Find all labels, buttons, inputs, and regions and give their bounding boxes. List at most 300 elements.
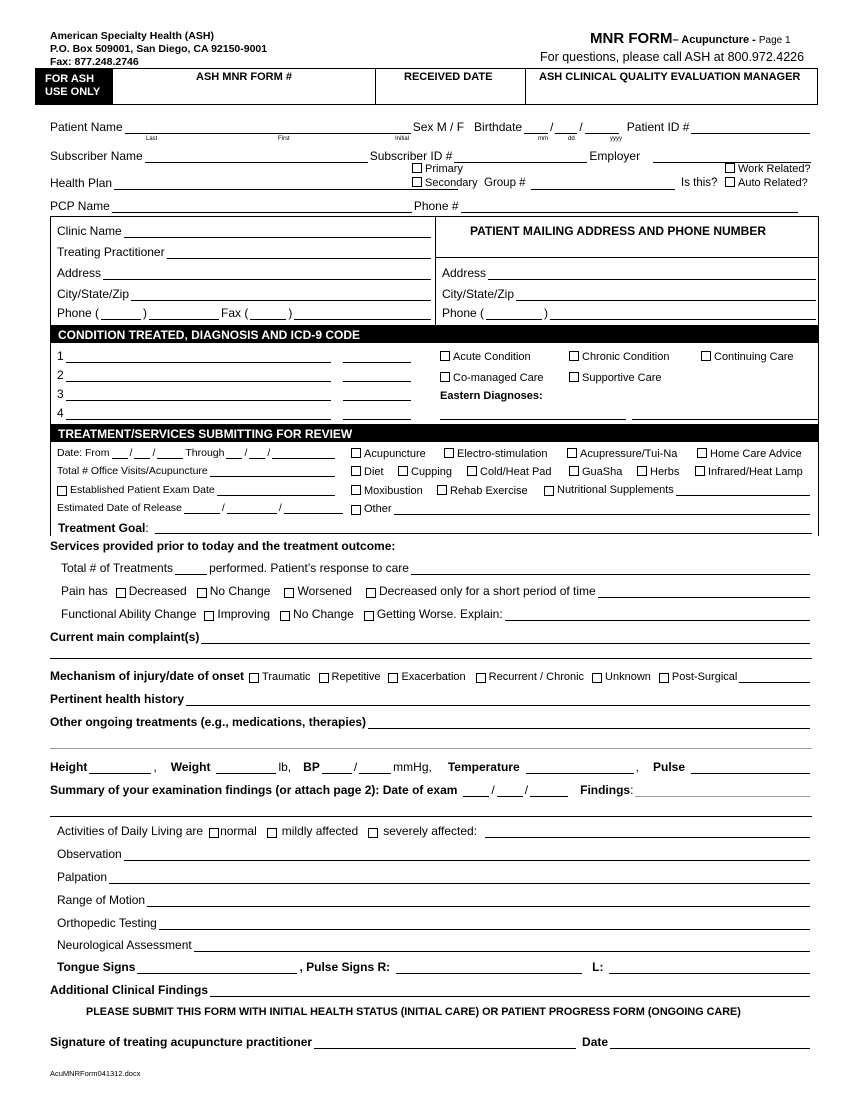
neuro-row xyxy=(57,938,812,952)
neuro-label: Neurological Assessment xyxy=(57,938,192,952)
pulse-left-field[interactable] xyxy=(609,962,810,974)
clinic-phone-area-field[interactable] xyxy=(101,308,141,320)
acupressure-label: Acupressure/Tui-Na xyxy=(580,448,678,460)
from-yy-field[interactable] xyxy=(157,447,183,459)
height-comma: , xyxy=(153,760,157,774)
primary-checkbox[interactable] xyxy=(412,163,422,173)
ortho-label: Orthopedic Testing xyxy=(57,916,157,930)
ash-divider-2 xyxy=(525,68,526,105)
complaint-label: Current main complaint(s) xyxy=(50,630,200,644)
birth-slash-1: / xyxy=(550,120,554,134)
treating-practitioner-field[interactable] xyxy=(167,247,431,259)
form-subtitle: – Acupuncture - xyxy=(672,34,759,46)
work-related-label: Work Related? xyxy=(738,163,811,175)
birth-mm-field[interactable] xyxy=(524,122,548,134)
icd-field-4[interactable] xyxy=(343,408,411,420)
guasha-label: GuaSha xyxy=(582,466,623,478)
cupping-label: Cupping xyxy=(411,466,452,478)
tongue-label: Tongue Signs xyxy=(57,960,136,974)
diagnosis-field-4[interactable] xyxy=(66,408,331,420)
signature-field[interactable] xyxy=(314,1037,576,1049)
clinic-phone-label: Phone ( xyxy=(57,306,100,320)
home-care-checkbox[interactable] xyxy=(697,448,707,458)
additional-field[interactable] xyxy=(210,985,810,997)
clinic-fax-close: ) xyxy=(288,306,293,320)
birth-slash-2: / xyxy=(579,120,583,134)
pulse-signs-label: , Pulse Signs R: xyxy=(299,960,391,974)
bp-systolic-field[interactable] xyxy=(322,762,352,774)
infrared-label: Infrared/Heat Lamp xyxy=(708,466,803,478)
pcp-name-label: PCP Name xyxy=(50,199,110,213)
home-care-label: Home Care Advice xyxy=(710,448,802,460)
ongoing-field-2[interactable] xyxy=(50,748,812,749)
tongue-pulse-row xyxy=(57,960,812,974)
subscriber-id-field[interactable] xyxy=(454,151,587,163)
established-checkbox[interactable] xyxy=(57,486,67,496)
treating-practitioner-row xyxy=(57,245,433,259)
mailing-city-label: City/State/Zip xyxy=(442,287,515,301)
acute-checkbox[interactable] xyxy=(440,351,450,361)
established-label: Established Patient Exam Date xyxy=(70,484,215,496)
clinic-name-field[interactable] xyxy=(124,226,431,238)
comanaged-option[interactable] xyxy=(440,372,544,384)
patient-id-field[interactable] xyxy=(691,122,810,134)
pain-short-checkbox[interactable] xyxy=(366,588,376,598)
bp-diastolic-field[interactable] xyxy=(359,762,391,774)
mailing-address-label: Address xyxy=(442,266,487,280)
sex-label: Sex M / F xyxy=(412,120,465,134)
ongoing-row xyxy=(50,715,812,729)
mailing-phone-area-field[interactable] xyxy=(486,308,542,320)
post-surgical-checkbox[interactable] xyxy=(659,673,669,683)
clinic-divider xyxy=(435,216,436,325)
thru-mm-field[interactable] xyxy=(226,447,242,459)
findings-label: Findings xyxy=(580,783,631,797)
rom-label: Range of Motion xyxy=(57,893,146,907)
rehab-checkbox[interactable] xyxy=(437,485,447,495)
clinic-name-row xyxy=(57,224,433,238)
moxibustion-option[interactable] xyxy=(351,485,423,497)
temperature-comma: , xyxy=(635,760,639,774)
acupuncture-checkbox[interactable] xyxy=(351,448,361,458)
clinic-name-label: Clinic Name xyxy=(57,224,122,238)
first-sub-label: First xyxy=(278,136,290,142)
acupuncture-label: Acupuncture xyxy=(364,448,426,460)
neuro-field[interactable] xyxy=(194,940,810,952)
clinic-fax-field[interactable] xyxy=(294,308,431,320)
est-release-row: Estimated Date of Release / / xyxy=(57,502,345,514)
mailing-city-row xyxy=(442,287,818,301)
secondary-checkbox[interactable] xyxy=(412,177,422,187)
mailing-phone-field[interactable] xyxy=(550,308,816,320)
nutritional-label: Nutritional Supplements xyxy=(557,484,674,496)
exacerbation-label: Exacerbation xyxy=(401,671,466,683)
subscriber-row xyxy=(50,149,655,163)
continuing-option[interactable] xyxy=(701,351,794,363)
vitals-row xyxy=(50,760,812,774)
infrared-checkbox[interactable] xyxy=(695,466,705,476)
release-dd-field[interactable] xyxy=(227,502,277,514)
diagnosis-row-4 xyxy=(57,406,413,420)
org-name: American Specialty Health (ASH) xyxy=(50,30,214,42)
chronic-label: Chronic Condition xyxy=(582,351,670,363)
bp-label: BP xyxy=(303,760,320,774)
form-title-block xyxy=(590,30,791,47)
complaint-field-2[interactable] xyxy=(50,658,812,659)
mailing-title: PATIENT MAILING ADDRESS AND PHONE NUMBER xyxy=(470,224,767,238)
cupping-checkbox[interactable] xyxy=(398,466,408,476)
cupping-option[interactable] xyxy=(398,466,452,478)
eastern-field-1[interactable] xyxy=(440,419,626,420)
acupuncture-option[interactable] xyxy=(351,448,426,460)
post-surgical-label: Post-Surgical xyxy=(671,671,738,683)
mailing-phone-label: Phone ( xyxy=(442,306,485,320)
date-from-label: Date: From xyxy=(57,447,110,459)
questions-line: For questions, please call ASH at 800.972.4226 xyxy=(540,50,805,64)
patient-name-row xyxy=(50,120,812,134)
pain-short-field[interactable] xyxy=(598,586,810,598)
mmhg-label: mmHg, xyxy=(393,760,432,774)
diagnosis-row-2 xyxy=(57,368,413,382)
total-visits-row xyxy=(57,465,337,477)
pcp-phone-field[interactable] xyxy=(461,201,798,213)
comanaged-checkbox[interactable] xyxy=(440,372,450,382)
other-field[interactable] xyxy=(394,503,810,515)
eastern-field-2[interactable] xyxy=(632,419,818,420)
diagnosis-row-3 xyxy=(57,387,413,401)
from-mm-field[interactable] xyxy=(112,447,128,459)
herbs-checkbox[interactable] xyxy=(637,466,647,476)
org-address: P.O. Box 509001, San Diego, CA 92150-9001 xyxy=(50,43,268,55)
signature-date-field[interactable] xyxy=(610,1037,810,1049)
performed-label: performed. Patient’s response to care xyxy=(209,561,409,575)
signature-row xyxy=(50,1035,812,1049)
treatment-goal-colon: : xyxy=(145,521,149,535)
exam-slash-2: / xyxy=(524,783,529,797)
explain-field[interactable] xyxy=(505,609,810,621)
getting-worse-label: Getting Worse. Explain: xyxy=(376,607,503,621)
moxibustion-checkbox[interactable] xyxy=(351,485,361,495)
improving-checkbox[interactable] xyxy=(204,611,214,621)
pain-no-change-label: No Change xyxy=(209,584,271,598)
employer-label: Employer xyxy=(589,149,641,163)
supportive-checkbox[interactable] xyxy=(569,372,579,382)
ash-use-only-1: FOR ASH xyxy=(45,73,95,85)
from-dd-field[interactable] xyxy=(134,447,150,459)
pulse-field[interactable] xyxy=(691,762,810,774)
pain-short-label: Decreased only for a short period of time xyxy=(378,584,596,598)
continuing-checkbox[interactable] xyxy=(701,351,711,361)
work-related-option[interactable] xyxy=(725,163,811,175)
ash-received-date: RECEIVED DATE xyxy=(404,71,493,83)
ash-quality-manager: ASH CLINICAL QUALITY EVALUATION MANAGER xyxy=(539,71,801,83)
diagnosis-number-3: 3 xyxy=(57,387,64,401)
ortho-field[interactable] xyxy=(159,918,810,930)
group-field[interactable] xyxy=(531,189,675,190)
electro-option[interactable] xyxy=(444,448,547,460)
chronic-option[interactable] xyxy=(569,351,669,363)
thru-yy-field[interactable] xyxy=(272,447,335,459)
clinic-address-label: Address xyxy=(57,266,102,280)
treatment-goal-field[interactable] xyxy=(155,533,812,534)
home-care-option[interactable] xyxy=(697,448,802,460)
pertinent-row xyxy=(50,692,812,706)
icd-field-3[interactable] xyxy=(343,389,411,401)
findings-field[interactable] xyxy=(635,785,810,797)
coldheat-checkbox[interactable] xyxy=(467,466,477,476)
initial-sub-label: Initial xyxy=(395,136,410,142)
total-treatments-row xyxy=(61,561,812,575)
treatment-bar: TREATMENT/SERVICES SUBMITTING FOR REVIEW xyxy=(50,424,819,442)
pain-worsened-checkbox[interactable] xyxy=(284,588,294,598)
clinic-city-label: City/State/Zip xyxy=(57,287,130,301)
diagnosis-field-3[interactable] xyxy=(66,389,331,401)
acute-option[interactable] xyxy=(440,351,531,363)
exam-dd-field[interactable] xyxy=(497,785,523,797)
complaint-field[interactable] xyxy=(201,632,810,644)
pertinent-field[interactable] xyxy=(186,694,810,706)
summary-label: Summary of your examination findings (or attach page 2): Date of exam xyxy=(50,783,458,797)
clinic-fax-area-field[interactable] xyxy=(250,308,286,320)
repetitive-checkbox[interactable] xyxy=(319,673,329,683)
coldheat-option[interactable] xyxy=(467,466,552,478)
auto-related-label: Auto Related? xyxy=(738,177,808,189)
clinic-address-field[interactable] xyxy=(103,268,431,280)
exam-slash-1: / xyxy=(491,783,495,797)
chronic-checkbox[interactable] xyxy=(569,351,579,361)
traumatic-label: Traumatic xyxy=(262,671,311,683)
infrared-option[interactable] xyxy=(695,466,803,478)
adl-mild-checkbox[interactable] xyxy=(267,828,277,838)
nutritional-checkbox[interactable] xyxy=(544,486,554,496)
patient-id-label: Patient ID # xyxy=(626,120,690,134)
treatment-goal xyxy=(58,521,149,535)
bp-slash: / xyxy=(353,760,358,774)
electro-checkbox[interactable] xyxy=(444,448,454,458)
patient-name-label: Patient Name xyxy=(50,120,123,134)
primary-option[interactable] xyxy=(412,163,463,175)
treatment-goal-label: Treatment Goal xyxy=(58,521,146,535)
ash-use-only-2: USE ONLY xyxy=(45,86,101,98)
diagnosis-field-1[interactable] xyxy=(66,351,331,363)
diagnosis-number-2: 2 xyxy=(57,368,64,382)
onset-date-field[interactable] xyxy=(739,671,810,683)
guasha-checkbox[interactable] xyxy=(569,466,579,476)
guasha-option[interactable] xyxy=(569,466,622,478)
func-no-change-label: No Change xyxy=(293,607,354,621)
adl-mild-label: mildly affected xyxy=(281,824,359,838)
acupressure-option[interactable] xyxy=(567,448,677,460)
subscriber-name-field[interactable] xyxy=(145,151,368,163)
prior-services-title: Services provided prior to today and the treatment outcome: xyxy=(50,539,396,553)
primary-label: Primary xyxy=(425,163,463,175)
recurrent-label: Recurrent / Chronic xyxy=(488,671,585,683)
treatment-date-row: Date: From / / Through / / xyxy=(57,447,337,459)
total-treatments-field[interactable] xyxy=(175,563,207,575)
clinic-phone-field[interactable] xyxy=(149,308,219,320)
mm-sub-label: mm xyxy=(538,136,548,142)
other-label: Other xyxy=(364,503,392,515)
diagnosis-field-2[interactable] xyxy=(66,370,331,382)
herbs-label: Herbs xyxy=(650,466,680,478)
palpation-field[interactable] xyxy=(109,872,810,884)
height-field[interactable] xyxy=(89,762,151,774)
coldheat-label: Cold/Heat Pad xyxy=(480,466,552,478)
work-related-checkbox[interactable] xyxy=(725,163,735,173)
adl-severe-checkbox[interactable] xyxy=(368,828,378,838)
subscriber-name-label: Subscriber Name xyxy=(50,149,143,163)
other-checkbox[interactable] xyxy=(351,505,361,515)
health-plan-label: Health Plan xyxy=(50,176,113,190)
supportive-label: Supportive Care xyxy=(582,372,662,384)
pulse-label: Pulse xyxy=(653,760,686,774)
pulse-left-label: L: xyxy=(592,960,604,974)
pain-has-label: Pain has xyxy=(61,584,108,598)
adl-row xyxy=(57,824,812,838)
health-plan-row xyxy=(50,176,460,190)
mechanism-row xyxy=(50,669,812,683)
traumatic-checkbox[interactable] xyxy=(249,673,259,683)
clinic-city-field[interactable] xyxy=(131,289,431,301)
exam-yy-field[interactable] xyxy=(530,785,568,797)
supportive-option[interactable] xyxy=(569,372,662,384)
group-label: Group # xyxy=(484,177,526,189)
ortho-row xyxy=(57,916,812,930)
nutritional-row xyxy=(544,484,812,496)
functional-row xyxy=(61,607,812,621)
clinic-phone-row xyxy=(57,306,433,320)
comanaged-label: Co-managed Care xyxy=(453,372,544,384)
ash-mnr-form-no: ASH MNR FORM # xyxy=(196,71,292,83)
diet-label: Diet xyxy=(364,466,384,478)
summary-row: Summary of your examination findings (or attach page 2): Date of exam / / Findings : xyxy=(50,783,812,797)
signature-date-label: Date xyxy=(582,1035,609,1049)
diagnosis-number-4: 4 xyxy=(57,406,64,420)
rehab-label: Rehab Exercise xyxy=(450,485,528,497)
last-sub-label: Last xyxy=(146,136,158,142)
adl-normal-label: normal xyxy=(220,824,257,838)
mailing-phone-close: ) xyxy=(544,306,549,320)
eastern-diagnoses-label: Eastern Diagnoses: xyxy=(440,390,543,402)
ash-divider-1 xyxy=(375,68,376,105)
diet-option[interactable] xyxy=(351,466,384,478)
diet-checkbox[interactable] xyxy=(351,466,361,476)
exacerbation-checkbox[interactable] xyxy=(388,673,398,683)
secondary-option[interactable] xyxy=(412,177,478,189)
release-yy-field[interactable] xyxy=(284,502,343,514)
ongoing-label: Other ongoing treatments (e.g., medications, therapies) xyxy=(50,715,367,729)
clinic-city-row xyxy=(57,287,433,301)
health-plan-field[interactable] xyxy=(114,178,458,190)
icd-field-1[interactable] xyxy=(343,351,411,363)
page-label: Page 1 xyxy=(758,35,791,46)
palpation-row xyxy=(57,870,812,884)
recurrent-checkbox[interactable] xyxy=(476,673,486,683)
mailing-city-field[interactable] xyxy=(516,289,816,301)
unknown-checkbox[interactable] xyxy=(592,673,602,683)
established-row xyxy=(57,484,337,496)
pain-no-change-checkbox[interactable] xyxy=(197,588,207,598)
rehab-option[interactable] xyxy=(437,485,528,497)
pain-row xyxy=(61,584,812,598)
moxibustion-label: Moxibustion xyxy=(364,485,423,497)
improving-label: Improving xyxy=(217,607,271,621)
auto-related-option[interactable] xyxy=(725,177,808,189)
diagnosis-number-1: 1 xyxy=(57,349,64,363)
herbs-option[interactable] xyxy=(637,466,679,478)
electro-label: Electro-stimulation xyxy=(457,448,548,460)
release-mm-field[interactable] xyxy=(184,502,220,514)
total-visits-field[interactable] xyxy=(210,465,335,477)
thru-dd-field[interactable] xyxy=(249,447,265,459)
func-no-change-checkbox[interactable] xyxy=(280,611,290,621)
auto-related-checkbox[interactable] xyxy=(725,177,735,187)
pain-decreased-checkbox[interactable] xyxy=(116,588,126,598)
mailing-blank-line[interactable] xyxy=(436,257,818,258)
additional-row xyxy=(50,983,812,997)
icd-field-2[interactable] xyxy=(343,370,411,382)
form-title: MNR FORM xyxy=(590,30,673,47)
weight-field[interactable] xyxy=(216,762,276,774)
mechanism-label: Mechanism of injury/date of onset xyxy=(50,669,245,683)
observation-field[interactable] xyxy=(124,849,810,861)
height-label: Height xyxy=(50,760,88,774)
exam-mm-field[interactable] xyxy=(463,785,489,797)
adl-normal-checkbox[interactable] xyxy=(209,828,219,838)
is-this-label: Is this? xyxy=(681,177,718,189)
yyyy-sub-label: yyyy xyxy=(610,136,622,142)
observation-label: Observation xyxy=(57,847,122,861)
subscriber-id-label: Subscriber ID # xyxy=(369,149,453,163)
lb-label: lb, xyxy=(278,760,292,774)
adl-severe-label: severely affected: xyxy=(383,824,478,838)
findings-field-2[interactable] xyxy=(50,816,812,817)
diagnosis-row-1 xyxy=(57,349,413,363)
clinic-fax-label: Fax ( xyxy=(221,306,249,320)
adl-label: Activities of Daily Living are xyxy=(57,824,204,838)
submit-note: PLEASE SUBMIT THIS FORM WITH INITIAL HEALTH STATUS (INITIAL CARE) OR PATIENT PROGRESS FORM (ONGOING CARE) xyxy=(86,1006,741,1018)
patient-name-field[interactable] xyxy=(125,122,411,134)
rom-field[interactable] xyxy=(147,895,810,907)
getting-worse-checkbox[interactable] xyxy=(364,611,374,621)
temperature-field[interactable] xyxy=(526,762,634,774)
acupressure-checkbox[interactable] xyxy=(567,448,577,458)
established-field[interactable] xyxy=(217,484,335,496)
dd-sub-label: dd xyxy=(568,136,575,142)
nutritional-field[interactable] xyxy=(676,484,810,496)
pulse-right-field[interactable] xyxy=(396,962,582,974)
ongoing-field[interactable] xyxy=(368,717,810,729)
pcp-phone-label: Phone # xyxy=(413,199,459,213)
birth-dd-field[interactable] xyxy=(555,122,577,134)
mailing-address-field[interactable] xyxy=(488,268,816,280)
mailing-phone-row xyxy=(442,306,818,320)
treating-practitioner-label: Treating Practitioner xyxy=(57,245,165,259)
birthdate-label: Birthdate xyxy=(474,120,523,134)
mailing-address-row xyxy=(442,266,818,280)
pain-decreased-label: Decreased xyxy=(128,584,187,598)
response-field[interactable] xyxy=(411,563,810,575)
birth-yyyy-field[interactable] xyxy=(585,122,619,134)
acute-label: Acute Condition xyxy=(453,351,531,363)
rom-row xyxy=(57,893,812,907)
pcp-name-field[interactable] xyxy=(112,201,412,213)
tongue-field[interactable] xyxy=(137,962,297,974)
additional-label: Additional Clinical Findings xyxy=(50,983,208,997)
clinic-phone-close: ) xyxy=(143,306,148,320)
continuing-label: Continuing Care xyxy=(714,351,794,363)
adl-severe-field[interactable] xyxy=(485,826,810,838)
